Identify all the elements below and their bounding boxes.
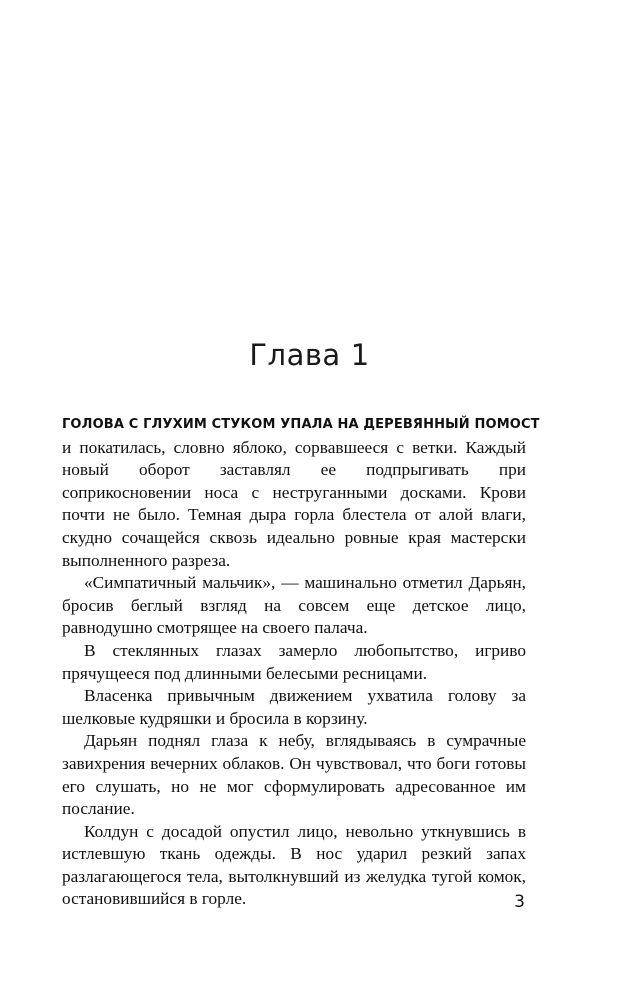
lead-in-caps: ГОЛОВА С ГЛУХИМ СТУКОМ УПАЛА НА ДЕРЕВЯННЫЙ ПОМОСТ — [62, 417, 540, 432]
paragraph-4: Власенка привычным движением ухватила голову за шелковые кудряшки и бросила в корзину. — [62, 686, 526, 728]
paragraph-2: «Симпатичный мальчик», — машинально отметил Дарьян, бросив беглый взгляд на совсем еще детское лицо, равнодушно смотрящее на своего палача. — [62, 573, 526, 638]
paragraph-1-text: и покатилась, словно яблоко, сорвавшееся с ветки. Каждый новый оборот заставлял ее подпрыгивать при соприкосновении носа с неструганными досками. Крови почти не было. Темная дыра горла блестела от алой влаги, скудно сочащейся сквозь идеально ровные края мастерски выполненного разреза. — [62, 437, 526, 570]
paragraph-6: Колдун с досадой опустил лицо, невольно уткнувшись в истлевшую ткань одежды. В нос ударил резкий запах разлагающегося тела, вытолкнувший из желудка тугой комок, остановившийся в горле. — [62, 821, 526, 909]
paragraph-1 — [62, 412, 540, 572]
chapter-label: Глава — [249, 338, 341, 372]
chapter-title — [0, 338, 619, 372]
paragraph-3: В стеклянных глазах замерло любопытство, игриво прячущееся под длинными белесыми ресницами. — [62, 640, 526, 683]
chapter-text — [62, 412, 540, 911]
page-number: 3 — [514, 892, 525, 912]
chapter-number: 1 — [350, 338, 370, 372]
paragraph-5: Дарьян поднял глаза к небу, вглядываясь в сумрачные завихрения вечерних облаков. Он чувствовал, что боги готовы его слушать, но не мог сформулировать адресованное им послание. — [62, 731, 526, 819]
